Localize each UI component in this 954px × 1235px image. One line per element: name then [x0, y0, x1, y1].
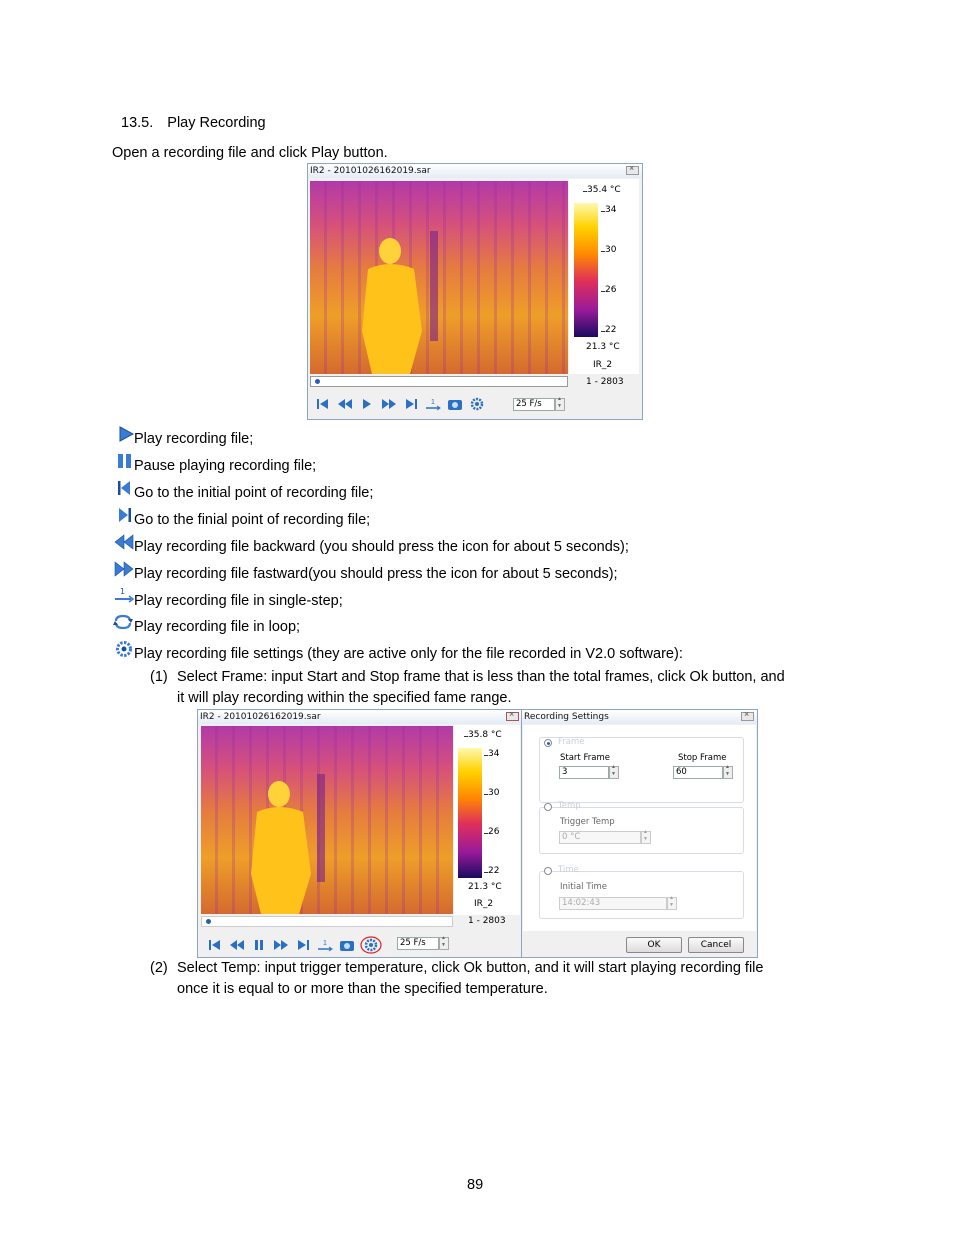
frame-radio[interactable]	[544, 739, 552, 747]
section-heading	[121, 115, 266, 131]
single-step-icon[interactable]	[424, 397, 442, 411]
svg-text:1: 1	[431, 399, 435, 406]
settings-icon	[115, 640, 133, 658]
player-title: IR2 - 20101026162019.sar	[198, 710, 521, 724]
fast-forward-icon	[114, 560, 134, 578]
min-temp: 21.3 °C	[586, 342, 620, 352]
person-silhouette	[201, 726, 453, 914]
thermal-image	[201, 726, 453, 914]
item-2-number: (2)	[150, 960, 168, 976]
go-first-icon[interactable]	[206, 938, 224, 952]
player-window-2	[197, 709, 522, 958]
frame-count: 1 - 2803	[586, 377, 624, 387]
rewind-icon	[114, 533, 134, 551]
frame-count: 1 - 2803	[468, 916, 506, 926]
progress-slider[interactable]	[310, 376, 568, 387]
max-temp: 35.8 °C	[468, 730, 502, 740]
stop-frame-label: Stop Frame	[678, 753, 727, 763]
player-window	[307, 163, 643, 420]
start-frame-input[interactable]: 3	[559, 766, 609, 779]
item-1-line1: Select Frame: input Start and Stop frame that is less than the total frames, click Ok button, and	[177, 669, 785, 685]
fast-forward-icon[interactable]	[380, 397, 398, 411]
stop-frame-input[interactable]: 60	[673, 766, 723, 779]
go-last-icon	[116, 507, 134, 525]
trigger-temp-spinner[interactable]	[641, 831, 651, 844]
time-radio-label: Time	[558, 865, 579, 875]
tick-label: 22	[488, 866, 500, 876]
playback-toolbar	[206, 936, 386, 954]
frame-radio-label: Frame	[558, 737, 585, 747]
page-number: 89	[467, 1177, 484, 1193]
single-step-icon[interactable]	[316, 938, 334, 952]
intro-text: Open a recording file and click Play button.	[112, 145, 388, 161]
person-silhouette	[310, 181, 568, 374]
play-icon[interactable]	[358, 397, 376, 411]
item-1-number: (1)	[150, 669, 168, 685]
tick-label: 34	[605, 205, 617, 215]
fast-forward-icon[interactable]	[272, 938, 290, 952]
go-last-icon[interactable]	[294, 938, 312, 952]
close-icon[interactable]	[741, 712, 754, 721]
camera-label: IR_2	[593, 360, 613, 370]
recording-settings-dialog	[521, 709, 758, 958]
temperature-scale	[454, 725, 520, 915]
dialog-body	[523, 725, 756, 931]
color-bar	[574, 203, 598, 337]
pause-icon[interactable]	[250, 938, 268, 952]
fps-spinner[interactable]	[439, 937, 449, 950]
initial-time-spinner[interactable]	[667, 897, 677, 910]
cancel-button[interactable]: Cancel	[688, 937, 744, 953]
playback-toolbar	[314, 397, 490, 411]
go-last-icon[interactable]	[402, 397, 420, 411]
tick-label: 30	[488, 788, 500, 798]
tick-label: 26	[605, 285, 617, 295]
settings-icon[interactable]	[360, 936, 382, 954]
item-2-line1: Select Temp: input trigger temperature, click Ok button, and it will start playing recording file	[177, 960, 764, 976]
item-2-line2: once it is equal to or more than the specified temperature.	[177, 981, 548, 997]
settings-icon[interactable]	[468, 397, 486, 411]
start-frame-spinner[interactable]	[609, 766, 619, 779]
single-step-icon	[114, 587, 134, 605]
rewind-icon[interactable]	[228, 938, 246, 952]
svg-text:1: 1	[120, 587, 126, 596]
tick-label: 30	[605, 245, 617, 255]
pause-icon	[116, 453, 134, 471]
go-first-icon	[116, 480, 134, 498]
initial-time-input[interactable]: 14:02:43	[559, 897, 667, 910]
tick-label: 22	[605, 325, 617, 335]
go-first-icon[interactable]	[314, 397, 332, 411]
item-1-line2: it will play recording within the specified fame range.	[177, 690, 512, 706]
svg-text:1: 1	[323, 940, 327, 947]
tick-label: 26	[488, 827, 500, 837]
fps-input[interactable]: 25 F/s	[397, 937, 439, 950]
progress-slider[interactable]	[201, 916, 453, 927]
close-icon[interactable]	[506, 712, 519, 721]
temp-radio-label: Temp	[558, 801, 581, 811]
initial-time-label: Initial Time	[560, 882, 608, 892]
temp-radio[interactable]	[544, 803, 552, 811]
snapshot-icon[interactable]	[338, 938, 356, 952]
rewind-icon[interactable]	[336, 397, 354, 411]
ok-button[interactable]: OK	[626, 937, 682, 953]
temperature-scale	[569, 179, 639, 374]
camera-label: IR_2	[474, 899, 494, 909]
thermal-image	[310, 181, 568, 374]
min-temp: 21.3 °C	[468, 882, 502, 892]
time-radio[interactable]	[544, 867, 552, 875]
tick-label: 34	[488, 749, 500, 759]
section-number: 13.5.	[121, 115, 154, 131]
trigger-temp-label: Trigger Temp	[560, 817, 615, 827]
fps-spinner[interactable]	[555, 398, 565, 411]
start-frame-label: Start Frame	[560, 753, 610, 763]
section-title: Play Recording	[167, 115, 266, 131]
loop-icon	[112, 613, 134, 631]
color-bar	[458, 748, 482, 878]
trigger-temp-input[interactable]: 0 °C	[559, 831, 641, 844]
dialog-title: Recording Settings	[522, 710, 757, 724]
player-title: IR2 - 20101026162019.sar	[308, 164, 642, 178]
close-icon[interactable]	[626, 166, 639, 175]
fps-input[interactable]: 25 F/s	[513, 398, 555, 411]
snapshot-icon[interactable]	[446, 397, 464, 411]
max-temp: 35.4 °C	[587, 185, 621, 195]
stop-frame-spinner[interactable]	[723, 766, 733, 779]
time-group	[539, 871, 744, 919]
